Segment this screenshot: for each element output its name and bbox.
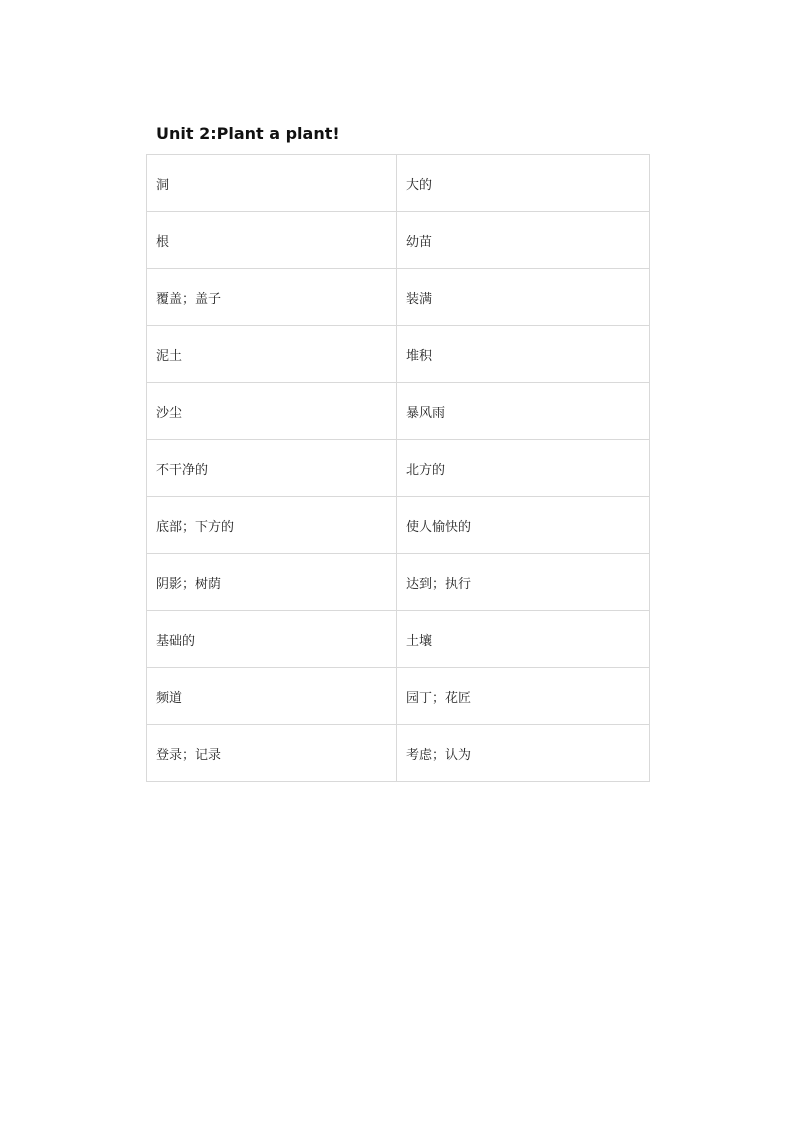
table-row xyxy=(147,212,650,269)
table-cell: 园丁；花匠 xyxy=(397,668,650,725)
table-row xyxy=(147,497,650,554)
table-cell: 使人愉快的 xyxy=(397,497,650,554)
table-row xyxy=(147,269,650,326)
table-cell: 达到；执行 xyxy=(397,554,650,611)
table-cell: 登录；记录 xyxy=(147,725,397,782)
table-cell: 暴风雨 xyxy=(397,383,650,440)
table-cell: 频道 xyxy=(147,668,397,725)
table-cell: 沙尘 xyxy=(147,383,397,440)
table-row xyxy=(147,326,650,383)
table-cell: 土壤 xyxy=(397,611,650,668)
table-cell: 北方的 xyxy=(397,440,650,497)
table-cell: 大的 xyxy=(397,155,650,212)
table-cell: 基础的 xyxy=(147,611,397,668)
table-row xyxy=(147,668,650,725)
table-cell: 堆积 xyxy=(397,326,650,383)
table-cell: 泥土 xyxy=(147,326,397,383)
table-cell: 幼苗 xyxy=(397,212,650,269)
table-row xyxy=(147,155,650,212)
page-title: Unit 2:Plant a plant! xyxy=(156,124,340,143)
table-row xyxy=(147,554,650,611)
table-row xyxy=(147,383,650,440)
table-cell: 底部；下方的 xyxy=(147,497,397,554)
table-row xyxy=(147,611,650,668)
table-cell: 洞 xyxy=(147,155,397,212)
table-cell: 覆盖；盖子 xyxy=(147,269,397,326)
table-cell: 考虑；认为 xyxy=(397,725,650,782)
table-cell: 装满 xyxy=(397,269,650,326)
table-row xyxy=(147,725,650,782)
vocabulary-table xyxy=(146,154,650,782)
table-cell: 阴影；树荫 xyxy=(147,554,397,611)
table-row xyxy=(147,440,650,497)
table-cell: 不干净的 xyxy=(147,440,397,497)
table-cell: 根 xyxy=(147,212,397,269)
